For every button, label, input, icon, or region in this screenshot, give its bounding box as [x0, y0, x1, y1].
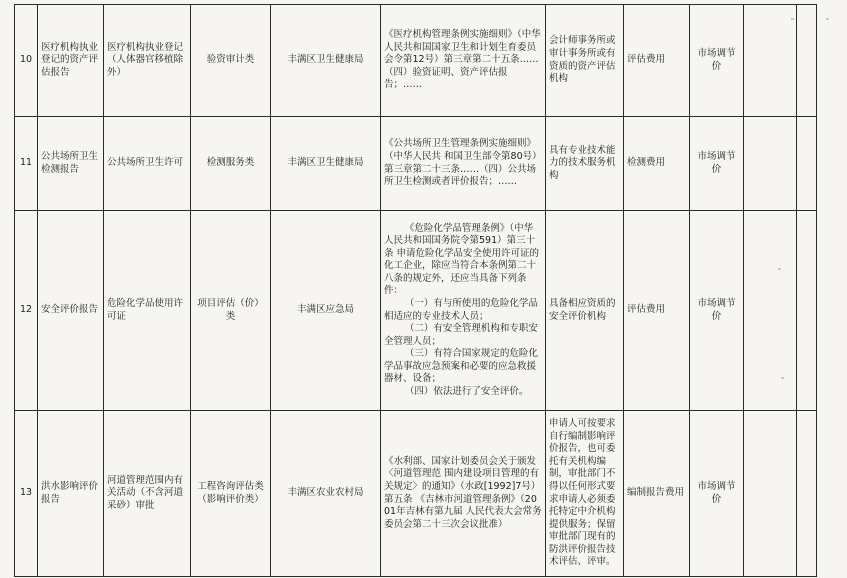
legal-basis-condition: （三）有符合国家规定的危险化学品事故应急预案和必要的应急救援器材、设备；: [384, 348, 538, 385]
row-number: 13: [15, 411, 38, 577]
legal-basis-text: 《水利部、国家计划委员会关于颁发〈河道管理范 围内建设项目管理的有关规定〉的通知》（水政[1992]7号）第五条 《吉林市河道管理条例》（2001年吉林有第九届 人民代表大会常务委员会第二十三次会议批准）: [384, 455, 542, 530]
blank-cell: [744, 211, 797, 411]
row-number: 11: [15, 117, 38, 211]
row-number: 12: [15, 211, 38, 411]
blank-cell: [797, 117, 817, 211]
service-category: 验资审计类: [191, 5, 271, 117]
fee-item: 评估费用: [624, 211, 690, 411]
department: 丰满区应急局: [271, 211, 381, 411]
table-row: [15, 211, 817, 411]
table-row: [15, 117, 817, 211]
legal-basis-condition: （四）依法进行了安全评价。: [404, 385, 529, 397]
intermediary-services-table: [14, 4, 817, 577]
service-category: 检测服务类: [191, 117, 271, 211]
scan-speck: [781, 377, 784, 379]
row-number: 10: [15, 5, 38, 117]
fee-basis: 市场调节价: [690, 117, 744, 211]
legal-basis-text: 《公共场所卫生管理条例实施细则》（中华人民共 和国卫生部令第80号）第三章第二十三条……（四）公共场所卫生检测或者评价报告；……: [384, 138, 542, 188]
fee-item: 编制报告费用: [624, 411, 690, 577]
blank-cell: [744, 5, 797, 117]
blank-cell: [744, 411, 797, 577]
legal-basis: [381, 411, 546, 577]
service-name: 洪水影响评价报告: [38, 411, 104, 577]
fee-basis: 市场调节价: [690, 5, 744, 117]
department: 丰满区农业农村局: [271, 411, 381, 577]
approval-item: 公共场所卫生许可: [104, 117, 191, 211]
legal-basis: [381, 117, 546, 211]
blank-cell: [744, 117, 797, 211]
service-provider: 会计师事务所或审计事务所或有资质的资产评估机构: [546, 5, 624, 117]
department: 丰满区卫生健康局: [271, 117, 381, 211]
service-category: 工程咨询评估类（影响评价类）: [191, 411, 271, 577]
legal-basis: [381, 5, 546, 117]
approval-item: 河道管理范围内有关活动（不含河道采砂）审批: [104, 411, 191, 577]
service-name: 医疗机构执业登记的资产评估报告: [38, 5, 104, 117]
scan-speck: [791, 18, 794, 20]
fee-basis: 市场调节价: [690, 211, 744, 411]
legal-basis-condition: （一）有与所使用的危险化学品相适应的专业技术人员；: [384, 297, 538, 322]
service-name: 公共场所卫生检测报告: [38, 117, 104, 211]
approval-item: 医疗机构执业登记（人体器官移植除外）: [104, 5, 191, 117]
fee-item: 评估费用: [624, 5, 690, 117]
legal-basis-text: 《医疗机构管理条例实施细则》（中华人民共和国国家卫生和计划生育委员会令第12号）第三章第二十五条……（四）验资证明、资产评估报告；……: [384, 29, 541, 91]
legal-basis-text: 《危险化学品管理条例》（中华人民共和国国务院令第591）第三十条 申请危险化学品安全使用许可证的化工企业，除应当符合本条例第二十八条的规定外，还应当具备下列条件：: [384, 222, 540, 297]
table-row: [15, 5, 817, 117]
table-row: [15, 411, 817, 577]
scan-speck: [778, 268, 781, 270]
blank-cell: [797, 411, 817, 577]
fee-item: 检测费用: [624, 117, 690, 211]
service-provider: 申请人可按要求自行编制影响评价报告，也可委托有关机构编制，审批部门不得以任何形式要求申请人必须委托特定中介机构提供服务；保留审批部门现有的防洪评价报告技术评估、评审。: [546, 411, 624, 577]
department: 丰满区卫生健康局: [271, 5, 381, 117]
legal-basis-condition: （二）有安全管理机构和专职安全管理人员；: [384, 323, 538, 347]
scan-speck: [826, 18, 829, 20]
service-name: 安全评价报告: [38, 211, 104, 411]
service-provider: 具有专业技术能力的技术服务机构: [546, 117, 624, 211]
legal-basis: [381, 211, 546, 411]
approval-item: 危险化学品使用许可证: [104, 211, 191, 411]
service-category: 项目评估（价）类: [191, 211, 271, 411]
service-provider: 具备相应资质的安全评价机构: [546, 211, 624, 411]
fee-basis: 市场调节价: [690, 411, 744, 577]
blank-cell: [797, 5, 817, 117]
blank-cell: [797, 211, 817, 411]
